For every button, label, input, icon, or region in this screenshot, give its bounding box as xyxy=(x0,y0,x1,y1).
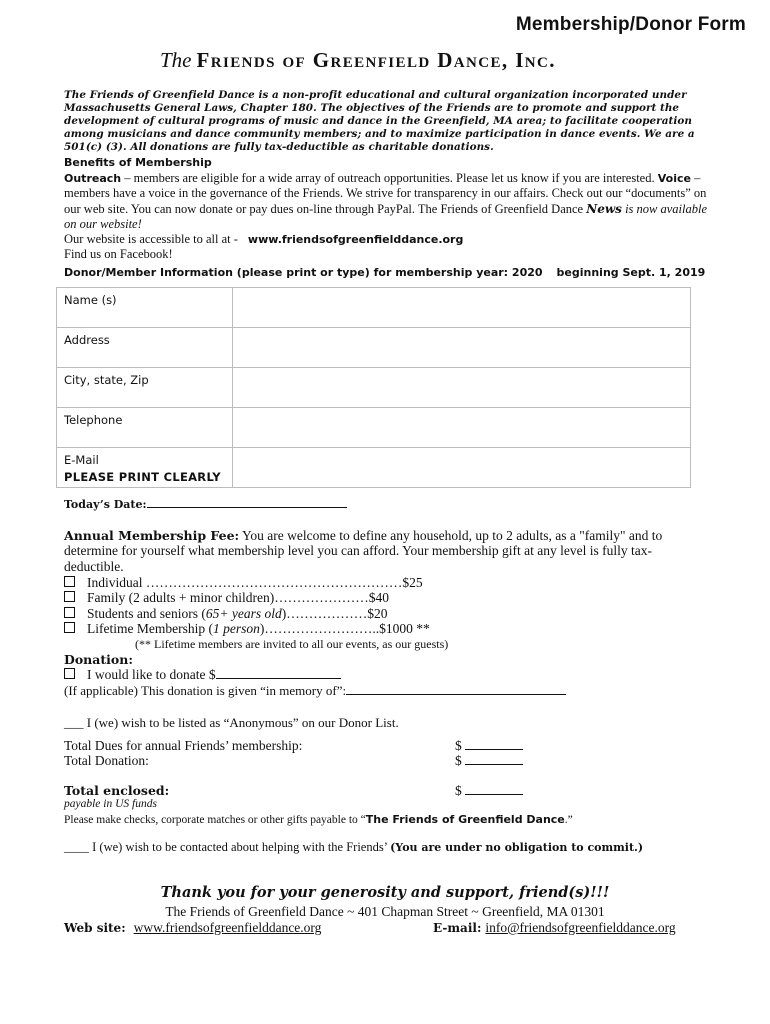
fee-price: $20 xyxy=(367,606,388,621)
anonymous-line xyxy=(64,715,399,731)
currency-symbol: $ xyxy=(455,783,462,798)
outreach-label: Outreach xyxy=(64,172,122,185)
telephone-label: Telephone xyxy=(57,408,233,448)
footer-web-label: Web site: xyxy=(64,921,126,935)
checkbox[interactable] xyxy=(64,668,75,679)
total-donation-label: Total Donation: xyxy=(64,753,149,768)
in-memory-line xyxy=(64,683,566,699)
fee-option-label: Individual xyxy=(87,575,146,590)
table-row xyxy=(57,408,691,448)
checkbox[interactable] xyxy=(64,607,75,618)
total-dues-amount xyxy=(455,738,523,754)
membership-beginning: beginning Sept. 1, 2019 xyxy=(556,266,706,279)
checks-payee: The Friends of Greenfield Dance xyxy=(365,813,565,826)
table-row xyxy=(57,288,691,328)
todays-date-line xyxy=(64,498,347,511)
footer-email xyxy=(433,920,676,936)
total-donation-field[interactable] xyxy=(465,764,523,765)
news-text: is now available on our website! xyxy=(64,201,708,231)
website-line xyxy=(64,232,463,247)
in-memory-field[interactable] xyxy=(346,694,566,695)
payable-note: payable in US funds xyxy=(64,798,157,810)
contact-line xyxy=(64,840,643,855)
anonymous-text: I (we) wish to be listed as “Anonymous” on our Donor List. xyxy=(83,715,399,730)
no-obligation-note: (You are under no obligation to commit.) xyxy=(390,841,644,854)
fee-option-label: Family (2 adults + minor children) xyxy=(87,590,275,605)
fee-text: You are welcome to define any household, up to 2 adults, as a "family" and to determine for yourself what membership level you can afford. Your membership gift at any level is fully tax-deductible. xyxy=(64,528,663,574)
todays-date-label: Today’s Date: xyxy=(64,498,147,511)
fee-option-individual[interactable] xyxy=(64,575,423,591)
donation-amount-field[interactable] xyxy=(216,678,341,679)
fee-option-note: 65+ years old xyxy=(205,606,282,621)
table-row xyxy=(57,448,691,488)
checks-end: .” xyxy=(564,814,573,826)
footer-email-label: E-mail: xyxy=(433,921,482,935)
contact-blank[interactable]: ____ xyxy=(64,840,89,854)
checkbox[interactable] xyxy=(64,576,75,587)
org-title-article: The xyxy=(160,48,192,72)
leader-dots: …………………….. xyxy=(264,621,380,636)
fee-heading: Annual Membership Fee: xyxy=(64,528,240,543)
fee-price: $40 xyxy=(368,590,389,605)
benefits-heading: Benefits of Membership xyxy=(64,156,212,169)
total-dues-label: Total Dues for annual Friends’ membership: xyxy=(64,738,303,753)
checkbox[interactable] xyxy=(64,591,75,602)
table-row xyxy=(57,368,691,408)
todays-date-field[interactable] xyxy=(147,507,347,508)
news-label: News xyxy=(586,201,622,216)
outreach-text: – members are eligible for a wide array of outreach opportunities. Please let us know if you are interested. xyxy=(121,171,658,185)
email-label: E-Mail xyxy=(64,453,99,467)
checkbox[interactable] xyxy=(64,622,75,633)
print-clearly-note: PLEASE PRINT CLEARLY xyxy=(64,470,221,484)
form-title: Membership/Donor Form xyxy=(515,14,746,35)
donation-heading: Donation: xyxy=(64,652,133,667)
donor-info-table xyxy=(56,287,691,488)
total-donation-amount xyxy=(455,753,523,769)
website-text: Our website is accessible to all at - xyxy=(64,232,238,246)
total-dues-field[interactable] xyxy=(465,749,523,750)
address-field[interactable] xyxy=(233,328,691,368)
donate-line xyxy=(64,667,341,683)
fee-option-note: 1 person xyxy=(212,621,260,636)
total-enclosed-field[interactable] xyxy=(465,794,523,795)
facebook-line: Find us on Facebook! xyxy=(64,247,173,261)
leader-dots: ………………………………………………… xyxy=(145,575,403,590)
fee-option-label: Students and seniors ( xyxy=(87,606,206,621)
total-enclosed-label: Total enclosed: xyxy=(64,783,170,798)
total-enclosed-amount xyxy=(455,783,523,799)
contact-text: I (we) wish to be contacted about helping with the Friends’ xyxy=(89,840,391,854)
telephone-field[interactable] xyxy=(233,408,691,448)
footer-web-link[interactable]: www.friendsofgreenfielddance.org xyxy=(133,920,322,935)
mailing-address: The Friends of Greenfield Dance ~ 401 Chapman Street ~ Greenfield, MA 01301 xyxy=(165,904,605,919)
fee-option-tail: ) xyxy=(259,621,265,636)
fee-option-tail: ) xyxy=(281,606,287,621)
donor-info-heading xyxy=(64,266,705,279)
voice-label: Voice xyxy=(657,172,691,185)
checks-text: Please make checks, corporate matches or other gifts payable to “ xyxy=(64,814,366,826)
donor-info-heading-text: Donor/Member Information (please print or type) for membership year: 2020 xyxy=(64,266,543,279)
org-title-name: Friends of Greenfield Dance, Inc. xyxy=(196,48,556,72)
benefits-paragraph xyxy=(64,171,714,232)
city-state-zip-field[interactable] xyxy=(233,368,691,408)
address-label: Address xyxy=(57,328,233,368)
intro-paragraph: The Friends of Greenfield Dance is a non-profit educational and cultural organization incorporated under Massachusetts General Laws, Chapter 180. The objectives of the Friends are to promote and support the development of cultural programs of music and dance in the Greenfield, MA area; to facilitate cooperation among musicians and dance community members; and to maximize participation in dance events. We are a 501(c) (3). All donations are fully tax-deductible as charitable donations. xyxy=(64,89,695,154)
leader-dots: ………………… xyxy=(274,590,369,605)
lifetime-note: (** Lifetime members are invited to all our events, as our guests) xyxy=(135,637,449,651)
fee-option-lifetime[interactable] xyxy=(64,621,430,637)
fee-option-label: Lifetime Membership ( xyxy=(87,621,213,636)
fee-price: $25 xyxy=(402,575,423,590)
table-row xyxy=(57,328,691,368)
voice-text: – members have a voice in the governance of the Friends. We strive for transparency in our affairs. Check out our “documents” on our web site. You can now donate or pay dues on-line through PayPal. The Friends of Greenfield Dance xyxy=(64,171,707,216)
anonymous-blank[interactable]: ___ xyxy=(64,715,84,730)
thank-you-message: Thank you for your generosity and support, friend(s)!!! xyxy=(160,884,610,901)
email-label-cell xyxy=(57,448,233,488)
leader-dots: ……………… xyxy=(286,606,368,621)
fee-option-students-seniors[interactable] xyxy=(64,606,387,622)
organization-title xyxy=(160,48,556,73)
name-label: Name (s) xyxy=(57,288,233,328)
fee-option-family[interactable] xyxy=(64,590,389,606)
website-link[interactable]: www.friendsofgreenfielddance.org xyxy=(247,233,464,246)
currency-symbol: $ xyxy=(455,753,462,768)
currency-symbol: $ xyxy=(455,738,462,753)
donate-text: I would like to donate $ xyxy=(87,667,216,682)
checks-payable-line xyxy=(64,813,573,826)
footer-email-link[interactable]: info@friendsofgreenfielddance.org xyxy=(485,920,676,935)
footer-website xyxy=(64,920,321,936)
membership-fee-paragraph xyxy=(64,528,704,574)
in-memory-text: (If applicable) This donation is given “in memory of”: xyxy=(64,683,347,698)
email-field[interactable] xyxy=(233,448,691,488)
city-state-zip-label: City, state, Zip xyxy=(57,368,233,408)
fee-price: $1000 ** xyxy=(379,621,430,636)
name-field[interactable] xyxy=(233,288,691,328)
